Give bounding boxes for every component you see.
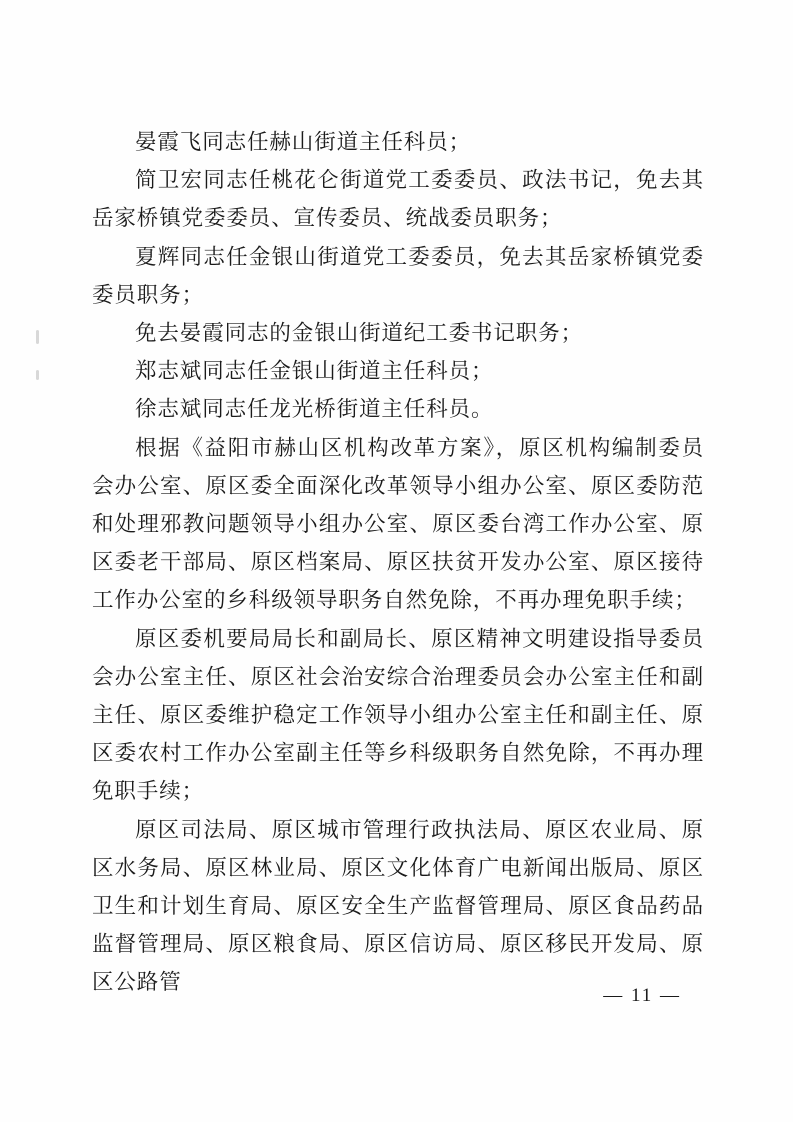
paragraph: 夏辉同志任金银山街道党工委委员，免去其岳家桥镇党委委员职务； (92, 244, 704, 308)
paragraph: 郑志斌同志任金银山街道主任科员； (135, 359, 494, 385)
paragraph: 原区委机要局局长和副局长、原区精神文明建设指导委员会办公室主任、原区社会治安综合治理委员会办公室主任和副主任、原区委维护稳定工作领导小组办公室主任和副主任、原区委农村工作办公室副主任等乡科级职务自然免除，不再办理免职手续； (92, 626, 704, 805)
paragraph: 晏霞飞同志任赫山街道主任科员； (135, 130, 472, 155)
page-number: — 11 — (603, 985, 681, 1006)
paragraph: 原区司法局、原区城市管理行政执法局、原区农业局、原区水务局、原区林业局、原区文化体育广电新闻出版局、原区卫生和计划生育局、原区安全生产监督管理局、原区食品药品监督管理局、原区粮食局、原区信访局、原区移民开发局、原区公路管 (92, 817, 704, 996)
paragraph: 根据《益阳市赫山区机构改革方案》，原区机构编制委员会办公室、原区委全面深化改革领导小组办公室、原区委防范和处理邪教问题领导小组办公室、原区委台湾工作办公室、原区委老干部局、原区档案局、原区扶贫开发办公室、原区接待工作办公室的乡科级领导职务自然免除，不再办理免职手续； (92, 435, 704, 614)
paragraph: 简卫宏同志任桃花仑街道党工委委员、政法书记，免去其岳家桥镇党委委员、宣传委员、统战委员职务； (92, 168, 704, 232)
document-body (92, 124, 704, 1003)
paragraph: 徐志斌同志任龙光桥街道主任科员。 (135, 397, 494, 423)
scan-artifact (36, 330, 39, 344)
paragraph: 免去晏霞同志的金银山街道纪工委书记职务； (135, 321, 584, 347)
scan-artifact (36, 370, 39, 380)
